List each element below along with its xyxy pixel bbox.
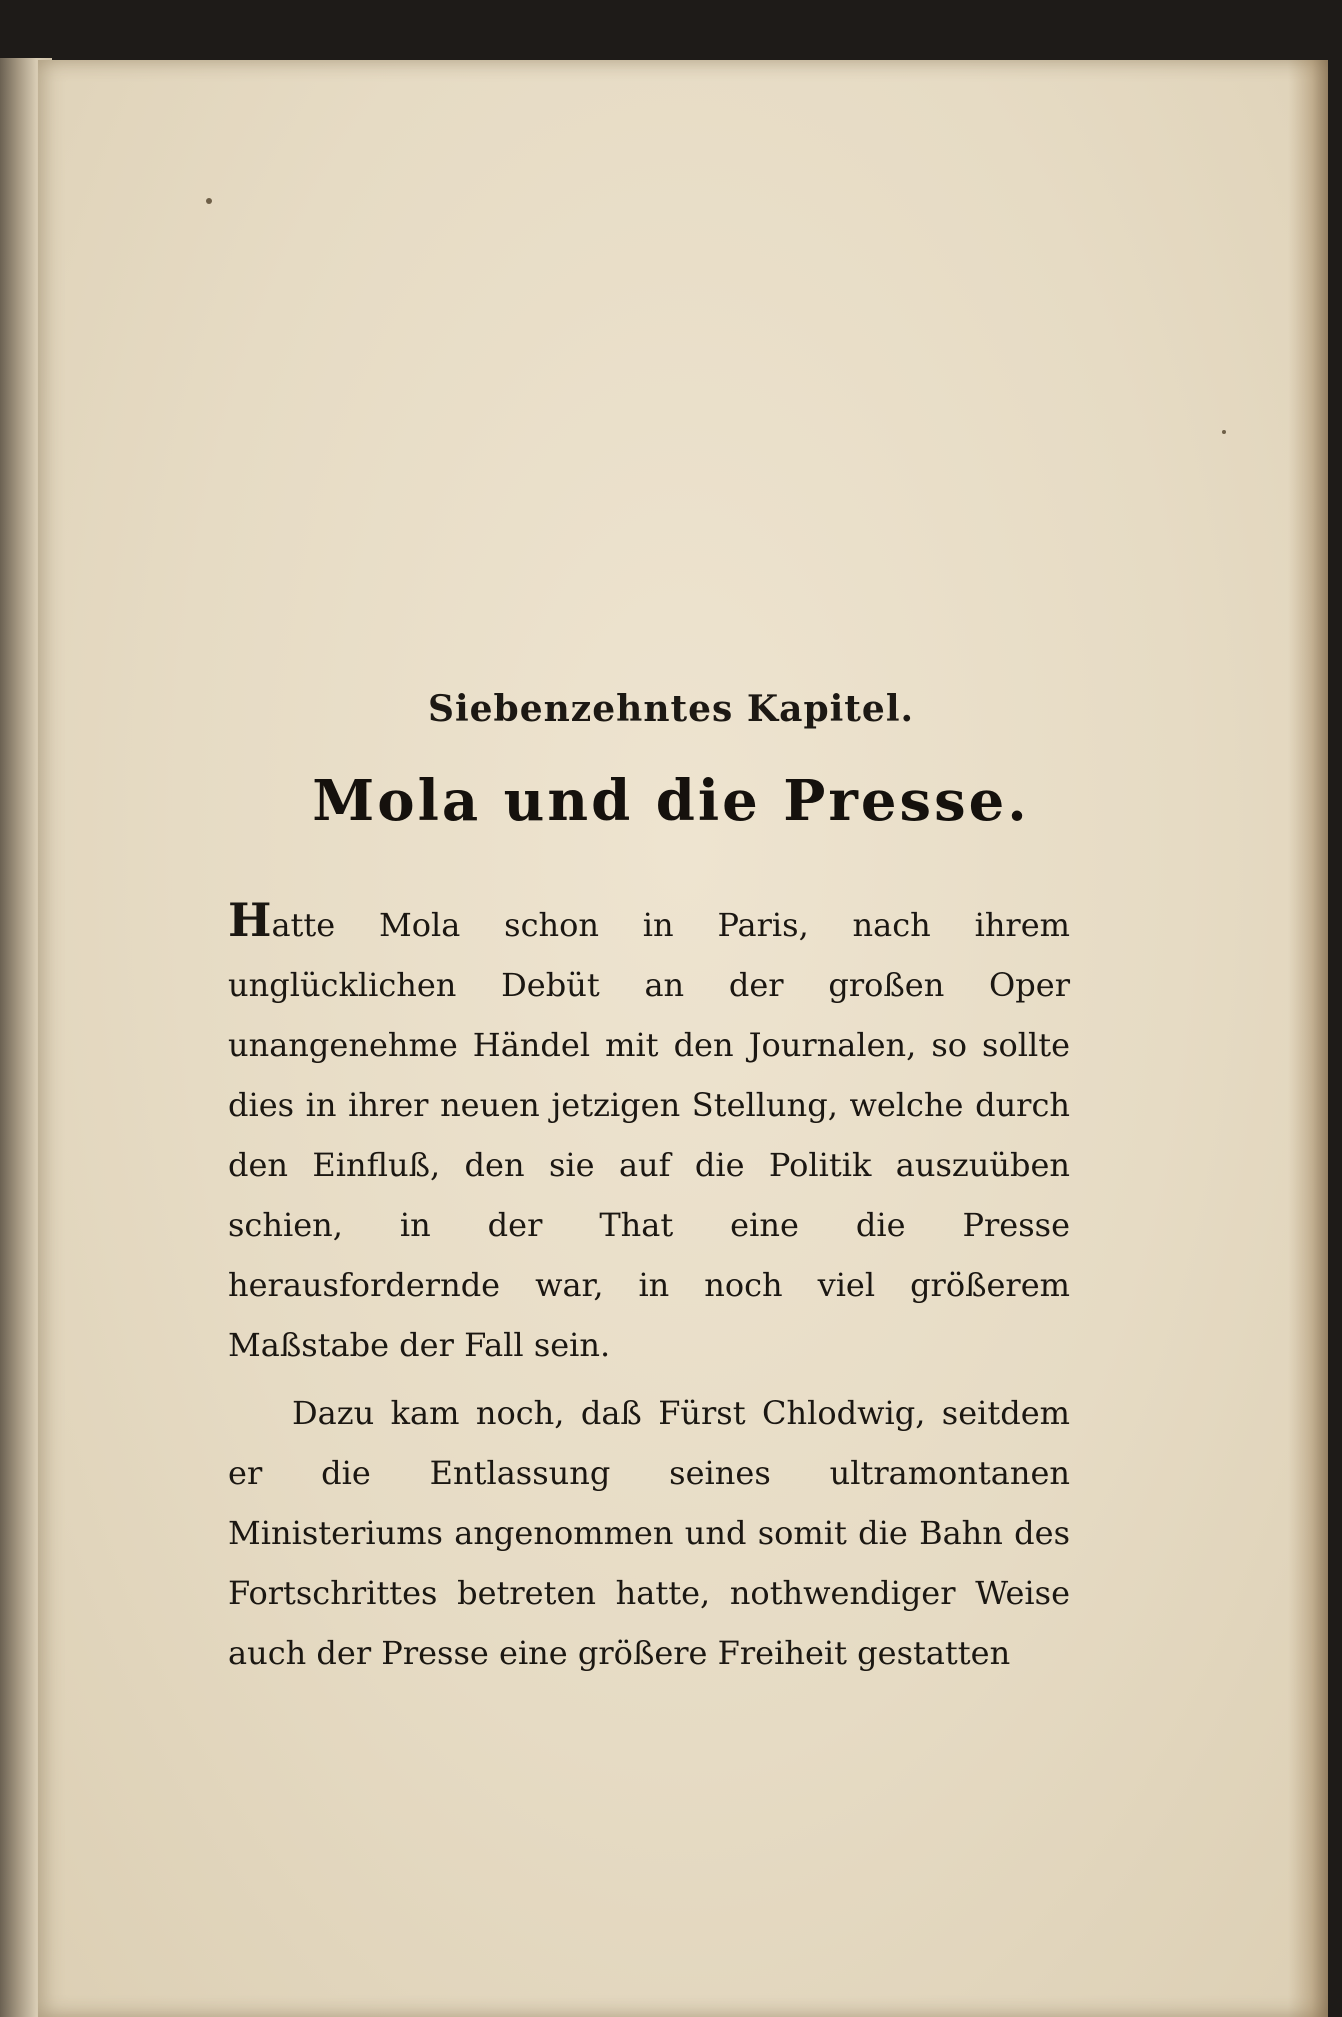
paper-speck [206,198,212,204]
paragraph-1-text: atte Mola schon in Paris, nach ihrem unglücklichen Debüt an der großen Oper unangenehme Händel mit den Journalen, so sollte dies in ihrer neuen jetzigen Stellung, welche durch den Einfluß, den sie auf die Politik auszuüben schien, in der That eine die Presse herausfordernde war, in noch viel größerem Maßstabe der Fall sein. [228,906,1070,1364]
paper-speck [1222,430,1226,434]
body-text [228,890,1070,1683]
chapter-number: Siebenzehntes Kapitel. [427,688,915,730]
page-right-shadow [1288,60,1328,2017]
chapter-title: Mola und die Presse. [312,768,1030,834]
paragraph-1 [228,890,1070,1375]
initial-letter: H [228,893,272,947]
paragraph-2: Dazu kam noch, daß Fürst Chlodwig, seitdem er die Entlassung seines ultramontanen Ministeriums angenommen und somit die Bahn des Fortschrittes betreten hatte, nothwendiger Weise auch der Presse eine größere Freiheit gestatten [228,1394,1070,1672]
